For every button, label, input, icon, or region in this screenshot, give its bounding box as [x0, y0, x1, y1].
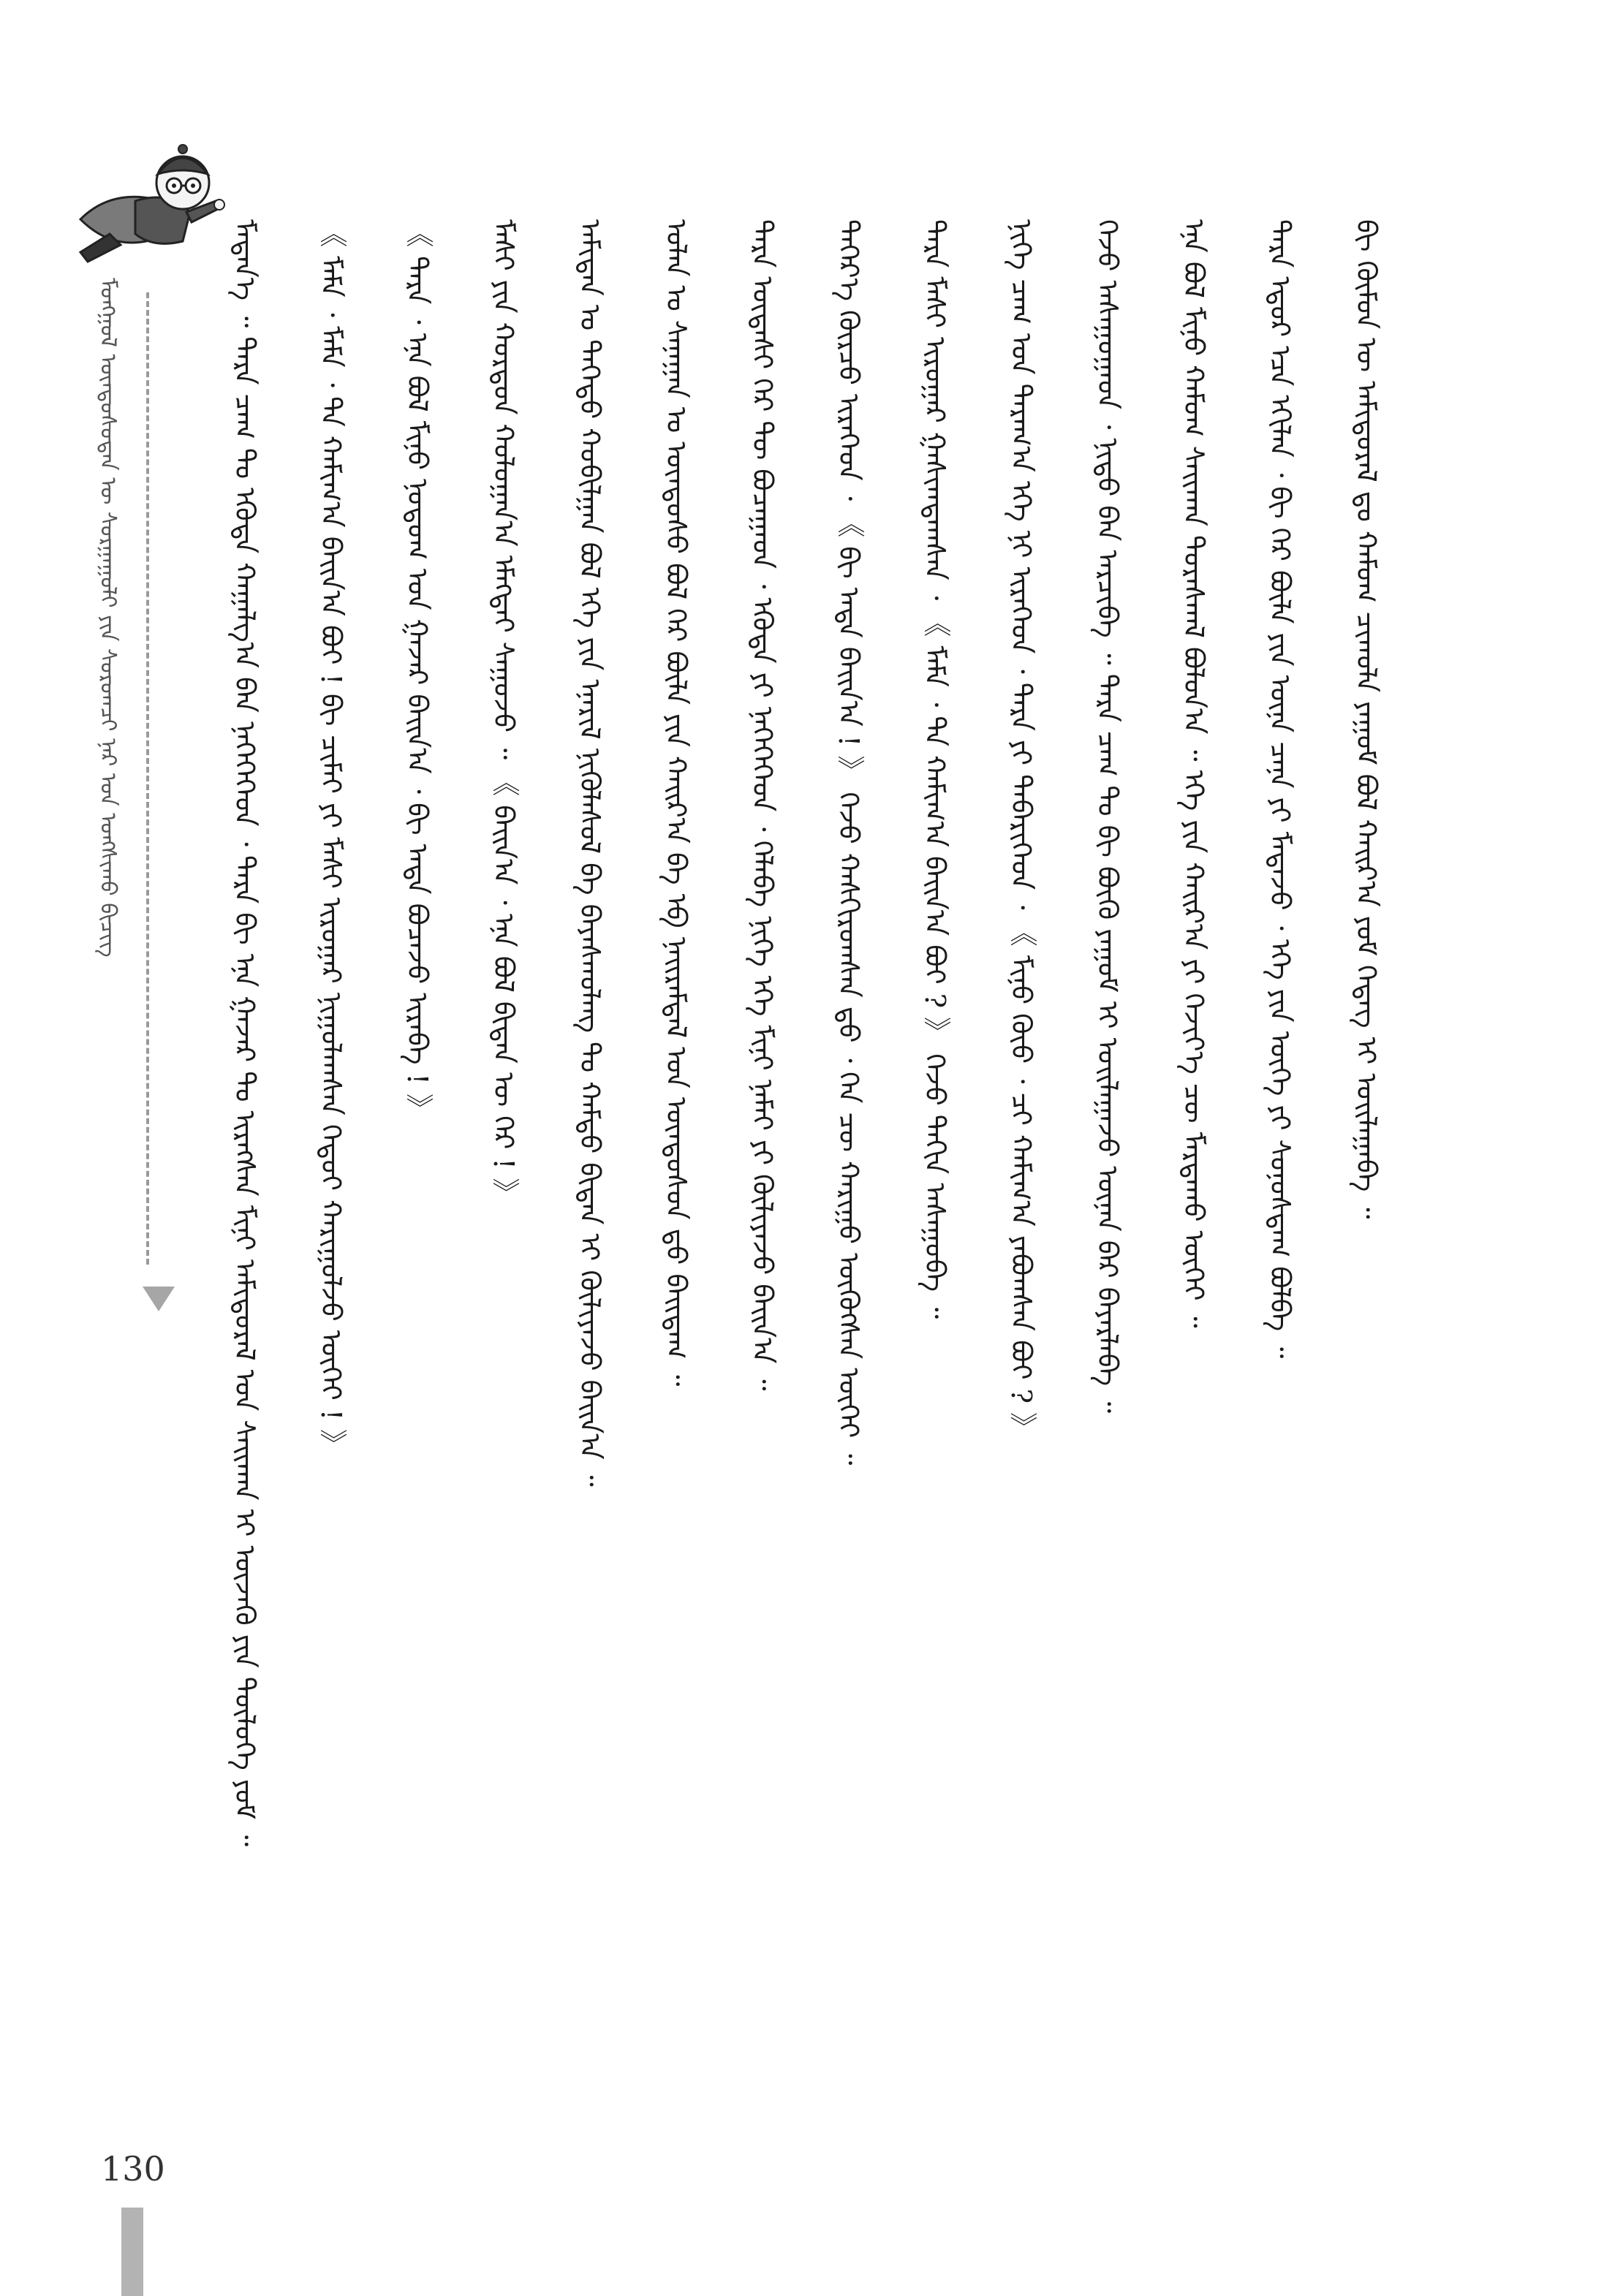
text-column: ᠭᠡᠵᠦ ᠠᠰᠠᠭᠤᠭᠠᠳ ᠂ ᠨᠢᠳᠦ ᠪᠡᠨ ᠠᠷᠴᠢᠪᠠ ᠃ ᠲᠡᠷᠡ ᠴᠠᠭ ᠲᠤ ᠪᠢ ᠪᠦᠬᠦ ᠶᠠᠭᠤᠮ ᠢ ᠣᠢᠯᠠᠭᠠᠵᠤ ᠦᠨᠡᠨ ᠪᠡᠷ ᠪᠠᠶᠠᠷᠯᠠᠪᠠ ᠃ — [1092, 219, 1124, 1414]
flying-boy-mascot-icon — [66, 132, 227, 270]
text-column: ᠣᠯᠠᠨ ᠤ ᠰᠠᠨᠠᠭᠠᠨ ᠤ ᠦᠨᠳᠦᠰᠦ ᠪᠣᠯ ᠭᠡᠷ ᠪᠦᠯᠡ ᠶᠢᠨ ᠬᠠᠢᠷ᠎ᠠ ᠪᠠ ᠡᠪ ᠨᠠᠢᠷᠠᠮᠳᠠᠯ ᠤᠨ ᠦᠨᠳᠦᠰᠦᠨ ᠳ᠋ᠤ ᠪᠠᠢᠳᠠᠭ ᠃ — [660, 219, 692, 1387]
running-header — [82, 278, 133, 1316]
text-column: ᠲᠡᠷᠡ ᠡᠳᠦᠷ ᠡᠴᠡ ᠡᠬᠢᠯᠡᠨ ᠂ ᠪᠢ ᠭᠡᠷ ᠪᠦᠯᠡ ᠶᠢᠨ ᠦᠨᠡ ᠴᠡᠨᠡ ᠶᠢ ᠮᠡᠳᠡᠵᠦ ᠂ ᠡᠬᠡ ᠶᠢᠨ ᠦᠭᠡ ᠶᠢ ᠰᠣᠨᠣᠰᠳᠠᠭ ᠪᠣᠯᠪᠠ ᠃ — [1264, 219, 1296, 1359]
text-column: ᠨᠢᠭᠡ ᠴᠠᠭ ᠤᠨ ᠳᠠᠷᠠᠭ᠎ᠠ ᠡᠬᠡ ᠨᠢ ᠢᠷᠡᠭᠡᠳ ᠂ ᠲᠡᠷᠡ ᠶᠢ ᠲᠡᠪᠡᠷᠢᠭᠡᠳ ᠂ 《 ᠮᠢᠨᠦ ᠬᠦᠦ ᠂ ᠴᠢ ᠬᠠᠮᠢᠭ᠎ᠠ ᠶᠠᠪᠤᠭᠰᠠᠨ ᠪᠤᠢ ? 》 — [1005, 219, 1037, 1441]
text-column: ᠪᠢ ᠬᠦᠮᠦᠨ ᠦ ᠠᠮᠢᠳᠤᠷᠠᠯ ᠳᠤ ᠬᠠᠮᠤᠭ ᠴᠢᠬᠤᠯᠠ ᠶᠠᠭᠤᠮ ᠪᠣᠯ ᠬᠠᠢᠷ᠎ᠠ ᠶᠤᠮ ᠭᠡᠳᠡᠭ ᠢ ᠣᠢᠯᠠᠭᠠᠪᠠ ᠃ — [1350, 219, 1382, 1219]
text-column: ᠡᠨᠡ ᠪᠣᠯ ᠮᠢᠨᠦ ᠬᠠᠮᠤᠭ ᠰᠠᠢᠬᠠᠨ ᠳᠤᠷᠠᠰᠬᠠᠯ ᠪᠣᠯᠤᠨ᠎ᠠ ᠃ ᠡᠬᠡ ᠶᠢᠨ ᠬᠠᠢᠷ᠎ᠠ ᠶᠢ ᠬᠡᠵᠢᠶ᠎ᠡ ᠴᠦ ᠮᠠᠷᠲᠠᠬᠤ ᠦᠭᠡᠢ ᠃ — [1178, 219, 1210, 1328]
arrow-down-icon — [143, 1287, 175, 1311]
text-column: ᠲᠡᠷᠡ ᠦᠳᠡᠰᠢ ᠭᠡᠷ ᠲᠦ ᠪᠤᠴᠠᠭᠠᠳ ᠂ ᠡᠭᠦᠳᠡ ᠶᠢ ᠨᠡᠭᠡᠭᠡᠭᠡᠳ ᠂ ᠬᠡᠯᠡᠪᠡ ᠨᠢᠭᠡ ᠡᠬᠡ ᠮᠢᠨᠢ ᠨᠠᠮᠠᠢ ᠶᠢ ᠬᠦᠯᠢᠶᠡᠵᠦ ᠪᠠᠢᠨ᠎ᠠ ᠃ — [746, 219, 779, 1391]
running-title: ᠮᠣᠩᠭᠣᠯ ᠦᠨᠳᠦᠰᠦᠲᠡᠨ ᠦ ᠰᠤᠷᠭᠠᠭᠤᠯᠢ ᠶᠢᠨ ᠰᠤᠷᠤᠭᠴᠢ ᠨᠠᠷ ᠤᠨ ᠤᠩᠰᠢᠬᠤ ᠪᠢᠴᠢᠭ — [95, 278, 121, 958]
text-column: ᠠᠮᠢᠲᠠᠨ ᠤ ᠳᠡᠭᠡᠳᠦ ᠬᠤᠪᠢᠯᠭᠠᠨ ᠪᠣᠯ ᠡᠬᠡ ᠶᠢᠨ ᠡᠨᠡᠷᠢᠯ ᠨᠢᠭᠦᠯᠡᠰᠦᠯ ᠪᠠ ᠪᠠᠶᠠᠰᠬᠤᠯᠠᠩ ᠲᠤ ᠬᠠᠮᠲᠤ ᠪᠢᠳᠡᠨ ᠢ ᠬᠦᠯᠢᠶᠡᠵᠦ ᠪᠠᠢᠨ᠎ᠠ ᠃ — [574, 219, 606, 1487]
text-column: ᠮᠠᠰᠢ ᠶᠢᠨ ᠬᠤᠷᠳᠤᠨ ᠬᠤᠯᠤᠭᠠᠨ᠎ᠠ ᠡᠮᠡᠭᠲᠡᠢ ᠰᠠᠭᠤᠵᠤ ᠃ 《 ᠪᠠᠢᠨ᠎ᠠ ᠂ ᠡᠨᠡ ᠪᠣᠯ ᠪᠢᠳᠡᠨ ᠦ ᠭᠡᠷ ! 》 — [488, 219, 520, 1206]
header-dashed-divider — [146, 292, 149, 1265]
text-column: ᠳᠡᠭᠡᠷ᠎ᠡ ᠬᠦᠷᠴᠦ ᠢᠷᠡᠭᠡᠳ ᠂ 《 ᠪᠢ ᠡᠨᠳᠡ ᠪᠠᠢᠨ᠎ᠠ ! 》 ᠭᠡᠵᠦ ᠬᠠᠰᠬᠢᠷᠤᠭᠰᠠᠨ ᠳ᠋ᠤ ᠂ ᠬᠡᠨ ᠴᠦ ᠬᠠᠷᠢᠭᠤ ᠦᠭᠦᠭᠰᠡᠨ ᠦᠭᠡᠢ ᠃ — [833, 219, 865, 1466]
page-number: 130 — [101, 2149, 165, 2189]
text-column: ᠮᠡᠳᠡᠨ᠎ᠡ ᠃ ᠲᠡᠷᠡ ᠴᠠᠭ ᠲᠤ ᠡᠭᠦᠳᠡ ᠬᠠᠭᠠᠯᠭ᠎ᠠ ᠪᠠᠨ ᠨᠡᠭᠡᠭᠡᠭᠡᠳ ᠂ ᠲᠡᠷᠡ ᠪᠢ ᠡᠨᠡ ᠭᠠᠵᠠᠷ ᠲᠤ ᠢᠷᠡᠭᠰᠡᠨ ᠮᠢᠨᠢ ᠠᠮᠢᠳᠤᠷᠠᠯ ᠤᠨ ᠰᠠᠢᠬᠠᠨ ᠢ ᠦᠵᠡᠬᠦ ᠶᠢᠨ ᠲᠦᠯᠦᠭᠡ ᠶᠤᠮ ᠃ — [229, 219, 261, 1846]
text-column: ᠲᠡᠷᠡ ᠮᠠᠰᠢ ᠢᠷᠤᠭᠠᠷ ᠭᠠᠰᠢᠭᠳᠠᠭᠰᠠᠨ ᠂ 《 ᠮᠠᠮᠠ ᠂ ᠲᠠ ᠬᠠᠮᠢᠭ᠎ᠠ ᠪᠠᠢᠨ᠎ᠠ ᠪᠤᠢ ? 》 ᠭᠡᠵᠦ ᠳᠠᠬᠢᠨ ᠠᠰᠠᠭᠤᠪᠠ ᠃ — [919, 219, 951, 1319]
page-edge-bar — [121, 2208, 143, 2296]
text-column: 《 ᠲᠡᠷᠡ ᠂ ᠡᠨᠡ ᠪᠣᠯ ᠮᠢᠨᠦ ᠨᠤᠲᠤᠭ ᠤᠨ ᠭᠠᠵᠠᠷ ᠪᠠᠢᠨ᠎ᠠ ᠂ ᠪᠢ ᠡᠨᠳᠡ ᠪᠤᠴᠠᠵᠤ ᠢᠷᠡᠪᠡ ! 》 — [401, 219, 434, 1121]
text-column: 《 ᠮᠠᠮᠠ ᠂ ᠮᠠᠮᠠ ᠂ ᠲᠠ ᠬᠠᠮᠢᠭ᠎ᠠ ᠪᠠᠢᠨ᠎ᠠ ᠪᠤᠢ ! ᠪᠢ ᠴᠢᠮᠠᠢ ᠶᠢ ᠮᠠᠰᠢ ᠢᠷᠤᠭᠠᠷ ᠨᠢᠭᠤᠯᠠᠭᠰᠠᠨ ᠬᠡᠳᠦᠢ ᠬᠠᠷᠢᠭᠤᠯᠵᠤ ᠦᠭᠡᠢ ! 》 — [315, 219, 347, 1458]
body-text — [219, 219, 1462, 2083]
